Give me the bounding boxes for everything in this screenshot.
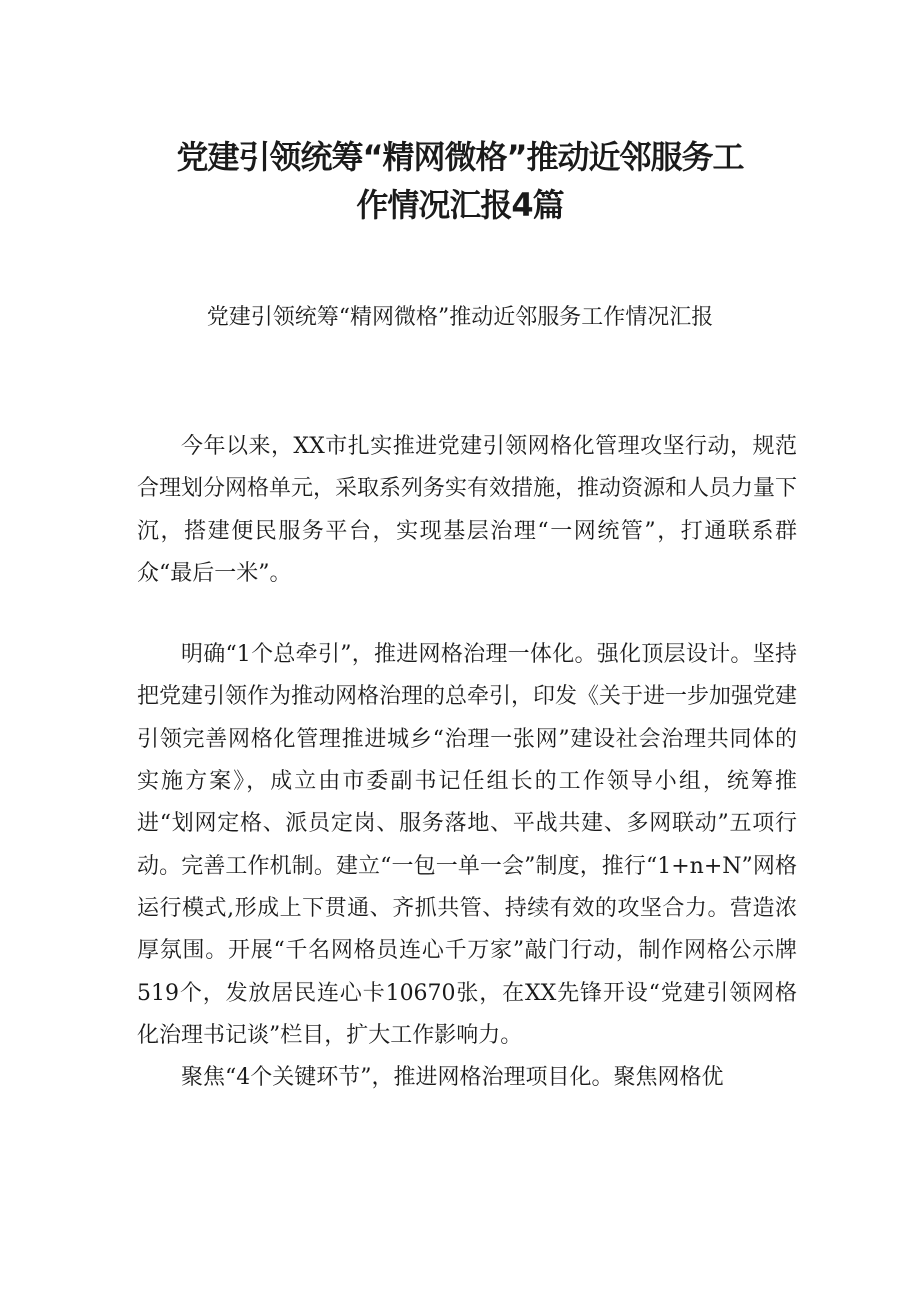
document-title — [120, 133, 800, 229]
document-body — [137, 426, 797, 1099]
title-line-1: 党建引领统筹“精网微格”推动近邻服务工 — [176, 138, 744, 177]
paragraph-key-links: 聚焦“4个关键环节”，推进网格治理项目化。聚焦网格优 — [181, 1065, 724, 1091]
title-line-2: 作情况汇报4篇 — [356, 186, 564, 225]
paragraph-total-guidance: 明确“1个总牵引”，推进网格治理一体化。强化顶层设计。坚持把党建引领作为推动网格治理的总牵引，印发《关于进一步加强党建引领完善网格化管理推进城乡“治理一张网”建设社会治理共同体的实施方案》，成立由市委副书记任组长的工作领导小组，统筹推进“划网定格、派员定岗、服务落地、平战共建、多网联动”五项行动。完善工作机制。建立“一包一单一会”制度，推行“1+n+N”网格运行模式,形成上下贯通、齐抓共管、持续有效的攻坚合力。营造浓厚氛围。开展“千名网格员连心千万家”敲门行动，制作网格公示牌519个，发放居民连心卡10670张，在XX先锋开设“党建引领网格化治理书记谈”栏目，扩大工作影响力。 — [137, 642, 798, 1048]
document-subtitle: 党建引领统筹“精网微格”推动近邻服务工作情况汇报 — [206, 305, 714, 330]
paragraph-intro: 今年以来，XX市扎实推进党建引领网格化管理攻坚行动，规范合理划分网格单元，采取系列务实有效措施，推动资源和人员力量下沉，搭建便民服务平台，实现基层治理“一网统管”，打通联系群众“最后一米”。 — [137, 434, 798, 586]
